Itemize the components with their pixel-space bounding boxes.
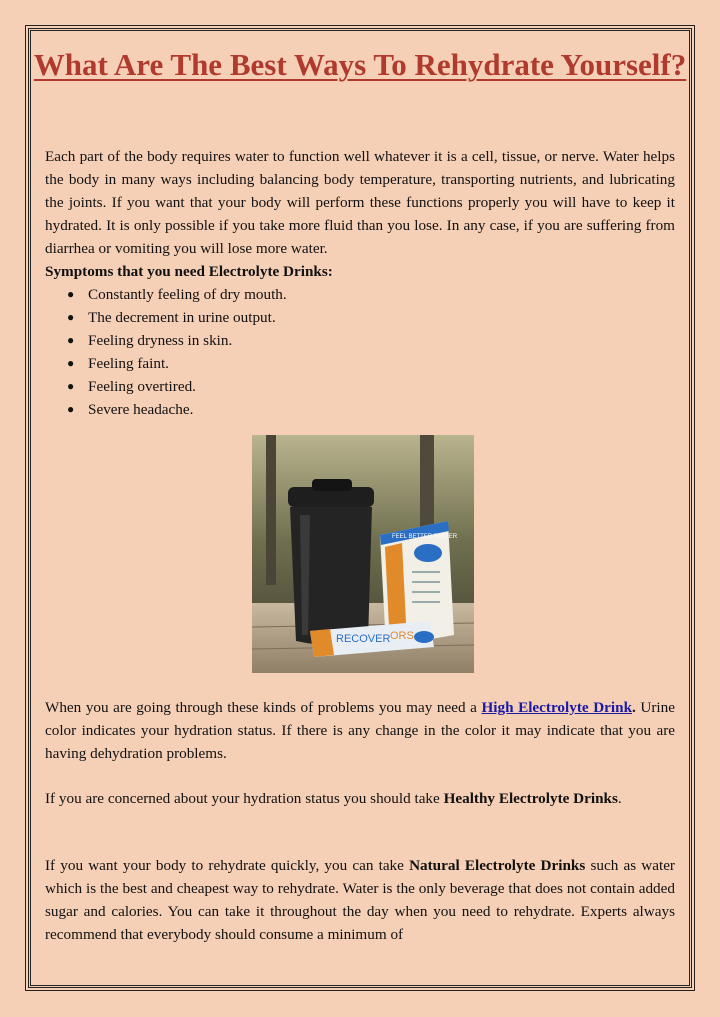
- natural-electrolyte-drinks-text: Natural Electrolyte Drinks: [409, 857, 586, 874]
- list-item: ● Constantly feeling of dry mouth.: [67, 283, 675, 306]
- para3-text: If you want your body to rehydrate quickly, you can take: [45, 857, 410, 874]
- list-item: ● Feeling dryness in skin.: [67, 329, 675, 352]
- product-photo: [252, 435, 474, 673]
- para1-text-end: Urine color indicates your hydration status. If there is any change in the color it may indicate that you are having dehydration problems.: [45, 699, 675, 762]
- list-item: ● The decrement in urine output.: [67, 306, 675, 329]
- packet-brand-accent: ORS: [390, 630, 414, 642]
- list-item: ● Feeling overtired.: [67, 375, 675, 398]
- para2-text-end: .: [617, 790, 622, 807]
- list-item: ● Feeling faint.: [67, 352, 675, 375]
- intro-paragraph: Each part of the body requires water to function well whatever it is a cell, tissue, or nerve. Water helps the body in many ways including balancing body temperature, transporting nutrients, and lubricating the joints. If you want that your body will perform these functions properly you will have to keep it hydrated. It is only possible if you take more fluid than you lose. In any case, if you are suffering from diarrhea or vomiting you will lose more water.: [45, 148, 675, 257]
- para1-period: .: [632, 699, 636, 716]
- healthy-electrolyte-drinks-text: Healthy Electrolyte Drinks: [443, 790, 618, 807]
- packet-brand: RECOVER: [336, 633, 391, 645]
- para3-text-end: such as water which is the best and cheapest way to rehydrate. Water is the only beverage that does not contain added sugar and calories. You can take it throughout the day when you need to rehydrate. Experts always recommend that everybody should consume a minimum of: [45, 857, 675, 943]
- para2-text: If you are concerned about your hydration status you should take: [45, 790, 444, 807]
- high-electrolyte-drink-link[interactable]: High Electrolyte Drink: [481, 699, 633, 716]
- symptoms-heading: Symptoms that you need Electrolyte Drinks:: [45, 263, 333, 280]
- intro-section: [45, 145, 675, 421]
- box-top-label: FEEL BETTER FASTER: [392, 534, 458, 540]
- list-item: ● Severe headache.: [67, 398, 675, 421]
- paragraph-natural-electrolyte: [45, 854, 675, 946]
- page-title: What Are The Best Ways To Rehydrate Yourself?: [33, 47, 687, 82]
- paragraph-healthy-electrolyte: [45, 787, 675, 810]
- para1-text: When you are going through these kinds of problems you may need a: [45, 699, 482, 716]
- symptoms-list: [45, 283, 675, 421]
- paragraph-high-electrolyte: [45, 696, 675, 765]
- page-frame: [28, 28, 692, 988]
